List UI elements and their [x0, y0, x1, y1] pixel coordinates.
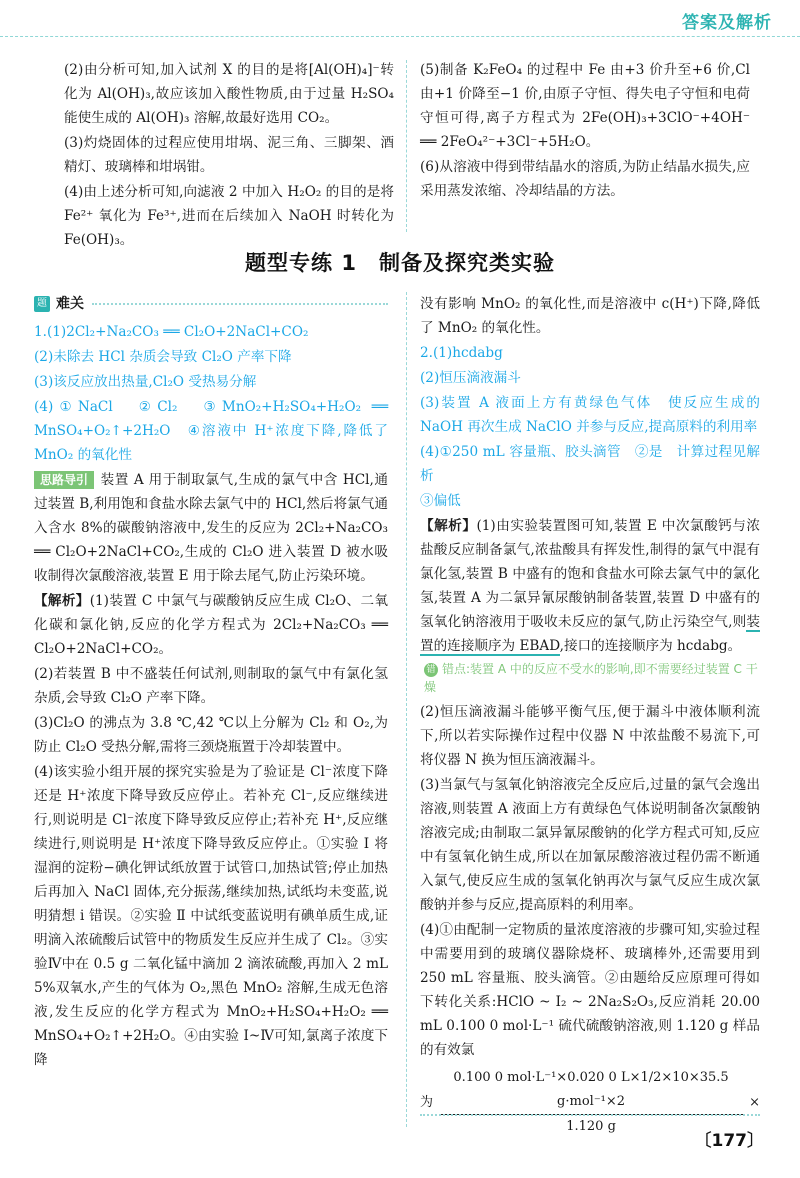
- paragraph: (2)若装置 B 中不盛装任何试剂,则制取的氯气中有氯化氢杂质,会导致 Cl₂O 产率下降。: [34, 666, 388, 706]
- top-left-column: [64, 58, 394, 253]
- paragraph: (3)Cl₂O 的沸点为 3.8 ℃,42 ℃以上分解为 Cl₂ 和 O₂,为防止 Cl₂O 受热分解,需将三颈烧瓶置于冷却装置中。: [34, 715, 388, 755]
- analysis-paragraph: [34, 589, 388, 661]
- answer-line: (4)①250 mL 容量瓶、胶头滴管 ②是 计算过程见解析: [420, 444, 760, 484]
- section-label: 难关: [56, 296, 84, 312]
- answer-line: ③偏低: [420, 493, 461, 509]
- paragraph: (4)①由配制一定物质的量浓度溶液的步骤可知,实验过程中需要用到的玻璃仪器除烧杯、玻璃棒外,还需要用到 250 mL 容量瓶、胶头滴管。②由题给反应原理可得如下转化关系:HClO ~ I₂ ~ 2Na₂S₂O₃,反应消耗 20.00 mL 0.100 0 mol·L⁻¹ 硫代硫酸钠溶液,则 1.120 g 样品的有效氯: [420, 922, 761, 1058]
- paragraph: (4)由上述分析可知,向滤液 2 中加入 H₂O₂ 的目的是将 Fe²⁺ 氧化为 Fe³⁺,进而在后续加入 NaOH 时转化为Fe(OH)₃。: [64, 184, 394, 248]
- section-dots: [92, 303, 388, 305]
- error-note-icon: 错: [424, 663, 438, 677]
- page-number: 〔177〕: [694, 1131, 764, 1151]
- paragraph: (3)当氯气与氢氧化钠溶液完全反应后,过量的氯气会逸出溶液,则装置 A 液面上方有黄绿色气体说明制备次氯酸钠溶液完成;由制取二氯异氰尿酸钠的化学方程式可知,反应中有氢氧化钠生成,所以在加氰尿酸溶液过程仍需不断通入氯气,使反应生成的氢氧化钠再次与氯气反应生成次氯酸钠并参与反应,提高原料的利用率。: [420, 777, 760, 913]
- paragraph: 没有影响 MnO₂ 的氧化性,而是溶液中 c(H⁺)下降,降低了 MnO₂ 的氧化性。: [420, 296, 760, 336]
- answer-line: (4)①NaCl ②Cl₂ ③MnO₂+H₂SO₄+H₂O₂ ══ MnSO₄+O₂↑+2H₂O ④溶液中 H⁺浓度下降,降低了 MnO₂ 的氧化性: [34, 399, 388, 463]
- analysis-label: 【解析】: [420, 518, 477, 534]
- paragraph: (2)恒压滴液漏斗能够平衡气压,便于漏斗中液体顺利流下,所以若实际操作过程中仪器 N 中浓盐酸不易流下,可将仪器 N 换为恒压滴液漏斗。: [420, 704, 760, 768]
- section-header: [34, 292, 388, 316]
- fraction-denominator: 1.120 g: [566, 1119, 616, 1134]
- section-title: 题型专练 1 制备及探究类实验: [245, 251, 555, 275]
- top-right-column: [420, 58, 750, 204]
- analysis-paragraph: [420, 514, 760, 658]
- answer-line: (2)未除去 HCl 杂质会导致 Cl₂O 产率下降: [34, 349, 292, 365]
- header-title: 答案及解析: [682, 13, 772, 33]
- column-divider: [406, 292, 407, 1127]
- left-column: [34, 292, 388, 1073]
- analysis-text: (1)由实验装置图可知,装置 E 中次氯酸钙与浓盐酸反应制备氯气,浓盐酸具有挥发性,制得的氯气中混有氯化氢,装置 B 中盛有的饱和食盐水可除去氯气中的氯化氢,装置 A 为二氯异氰尿酸钠制备装置,装置 D 中盛有的氢氧化钠溶液用于吸收未反应的氯气,防止污染空气,则: [420, 518, 760, 630]
- paragraph: (5)制备 K₂FeO₄ 的过程中 Fe 由+3 价升至+6 价,Cl 由+1 价降至−1 价,由原子守恒、得失电子守恒和电荷守恒可得,离子方程式为 2Fe(OH)₃+3ClO⁻+4OH⁻ ══ 2FeO₄²⁻+3Cl⁻+5H₂O。: [420, 62, 750, 150]
- error-note: [424, 660, 760, 696]
- header-rule: [0, 36, 800, 37]
- answer-line: 1.(1)2Cl₂+Na₂CO₃ ══ Cl₂O+2NaCl+CO₂: [34, 324, 309, 340]
- underlined-text: 装置的连接顺序为 EBAD: [420, 614, 760, 654]
- wavy-rule: [420, 1114, 760, 1116]
- answer-line: (2)恒压滴液漏斗: [420, 370, 521, 386]
- paragraph: (4)该实验小组开展的探究实验是为了验证是 Cl⁻浓度下降还是 H⁺浓度下降导致反应停止。若补充 Cl⁻,反应继续进行,则说明是 Cl⁻浓度下降导致反应停止;若补充 H⁺,反应继续进行,则说明是 H⁺浓度下降导致反应停止。①实验 Ⅰ 将湿润的淀粉−碘化钾试纸放置于试管口,加热试管;停止加热后再加入 NaCl 固体,充分振荡,继续加热,试纸均未变蓝,说明猜想 ⅰ 错误。②实验 Ⅱ 中试纸变蓝说明有碘单质生成,证明滴入浓硫酸后试管中的物质发生反应并生成了 Cl₂。③实验Ⅳ中在 0.5 g 二氧化锰中滴加 2 滴浓硫酸,再加入 2 mL 5%双氧水,产生的气体为 O₂,黑色 MnO₂ 溶解,生成无色溶液,发生反应的化学方程式为 MnO₂+H₂SO₄+H₂O₂ ══ MnSO₄+O₂↑+2H₂O。④由实验 Ⅰ~Ⅳ可知,氯离子浓度下降: [34, 764, 388, 1068]
- page-header: [0, 0, 800, 32]
- right-column: [420, 292, 760, 1139]
- analysis-text: ,接口的连接顺序为 hcdabg。: [559, 638, 742, 654]
- answer-line: (3)该反应放出热量,Cl₂O 受热易分解: [34, 374, 257, 390]
- section-badge: 题: [34, 296, 50, 312]
- error-note-text: 错点:装置 A 中的反应不受水的影响,即不需要经过装置 C 干燥: [424, 662, 758, 694]
- column-divider: [406, 60, 407, 232]
- fraction-prefix: 为: [420, 1094, 434, 1110]
- idea-text: 装置 A 用于制取氯气,生成的氯气中含 HCl,通过装置 B,利用饱和食盐水除去氯气中的 HCl,然后将氯气通入含水 8%的碳酸钠溶液中,发生的反应为 2Cl₂+Na₂CO₃ ══ Cl₂O+2NaCl+CO₂,生成的 Cl₂O 进入装置 D 被水吸收制得次氯酸溶液,装置 E 用于除去尾气,防止污染环境。: [34, 472, 388, 584]
- paragraph: (3)灼烧固体的过程应使用坩埚、泥三角、三脚架、酒精灯、玻璃棒和坩埚钳。: [64, 135, 394, 175]
- answer-line: (3)装置 A 液面上方有黄绿色气体 使反应生成的 NaOH 再次生成 NaClO 并参与反应,提高原料的利用率: [420, 395, 760, 435]
- idea-guide: [34, 468, 388, 588]
- analysis-label: 【解析】: [34, 593, 90, 609]
- fraction-suffix: ×: [749, 1094, 760, 1110]
- idea-tag: 思路导引: [34, 471, 94, 489]
- analysis-text: (1)装置 C 中氯气与碳酸钠反应生成 Cl₂O、二氧化碳和氯化钠,反应的化学方程式为 2Cl₂+Na₂CO₃ ══ Cl₂O+2NaCl+CO₂。: [34, 593, 388, 657]
- fraction-numerator: 0.100 0 mol·L⁻¹×0.020 0 L×1/2×10×35.5 g·mol⁻¹×2: [439, 1066, 743, 1115]
- answer-line: 2.(1)hcdabg: [420, 345, 503, 361]
- paragraph: (6)从溶液中得到带结晶水的溶质,为防止结晶水损失,应采用蒸发浓缩、冷却结晶的方法。: [420, 159, 750, 199]
- paragraph: (2)由分析可知,加入试剂 X 的目的是将[Al(OH)₄]⁻转化为 Al(OH)₃,故应该加入酸性物质,由于过量 H₂SO₄ 能使生成的 Al(OH)₃ 溶解,故最好选用 CO₂。: [64, 62, 394, 126]
